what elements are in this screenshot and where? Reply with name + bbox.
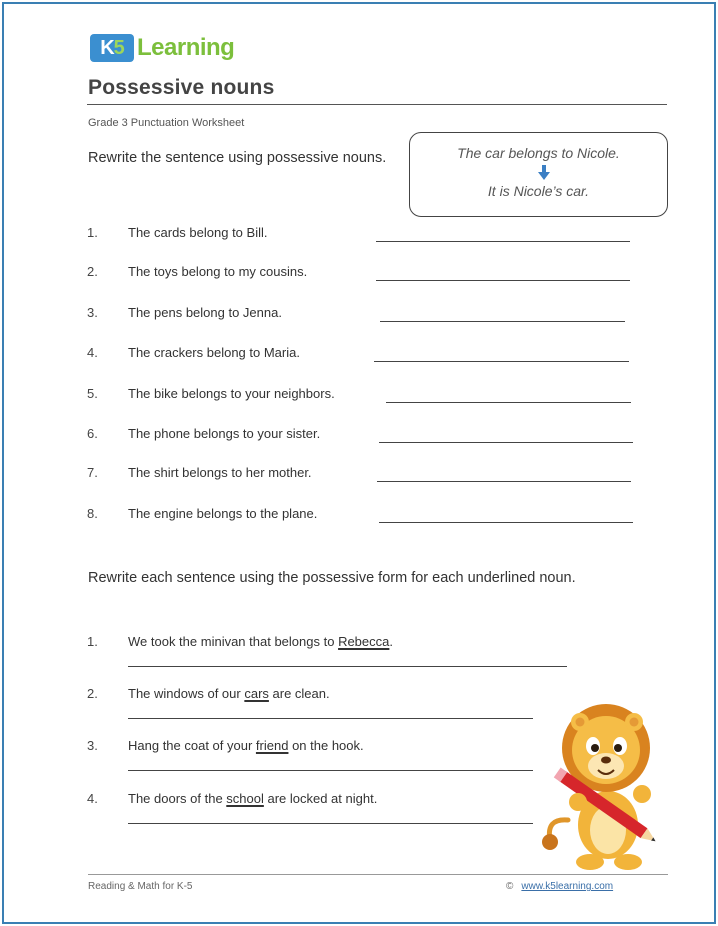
logo-five: 5 xyxy=(113,36,124,59)
question-number: 5. xyxy=(87,386,98,401)
answer-line[interactable] xyxy=(376,241,630,242)
k5-learning-logo xyxy=(90,34,234,62)
arrow-down-icon xyxy=(538,165,550,181)
sentence-end: are locked at night. xyxy=(263,791,378,806)
question-text: The pens belong to Jenna. xyxy=(128,305,282,320)
answer-line[interactable] xyxy=(374,361,629,362)
sentence-end: on the hook. xyxy=(288,738,364,753)
question-text: The phone belongs to your sister. xyxy=(128,426,321,441)
part1-instruction: Rewrite the sentence using possessive nouns. xyxy=(88,150,387,166)
underlined-noun: Rebecca xyxy=(338,634,390,649)
question-text: The toys belong to my cousins. xyxy=(128,264,308,279)
question-number: 1. xyxy=(87,634,98,649)
sentence-end: are clean. xyxy=(268,686,330,701)
underlined-noun: friend xyxy=(255,738,289,753)
footer-website-link[interactable]: www.k5learning.com xyxy=(521,881,614,892)
answer-line[interactable] xyxy=(128,770,533,771)
sentence-start: The windows of our xyxy=(128,686,245,701)
question-text: The bike belongs to your neighbors. xyxy=(128,386,335,401)
example-line-1: The car belongs to Nicole. xyxy=(457,145,620,161)
answer-line[interactable] xyxy=(380,321,625,322)
part1-question-1 xyxy=(87,225,647,245)
k5-logo-box xyxy=(90,34,134,62)
question-number: 2. xyxy=(87,686,98,701)
question-number: 3. xyxy=(87,738,98,753)
sentence-start: The doors of the xyxy=(128,791,227,806)
question-number: 6. xyxy=(87,426,98,441)
part2-question-1 xyxy=(87,634,647,678)
question-text xyxy=(128,738,364,753)
footer-tagline: Reading & Math for K-5 xyxy=(88,881,193,892)
question-text: The crackers belong to Maria. xyxy=(128,345,300,360)
logo-k: K xyxy=(100,36,114,59)
part1-question-5 xyxy=(87,386,647,406)
part1-question-2 xyxy=(87,264,647,284)
underlined-noun: cars xyxy=(244,686,269,701)
question-text xyxy=(128,686,330,701)
sentence-start: We took the minivan that belongs to xyxy=(128,634,339,649)
answer-line[interactable] xyxy=(128,666,567,667)
lion-mascot-illustration xyxy=(538,690,678,874)
question-text: The engine belongs to the plane. xyxy=(128,506,318,521)
question-number: 4. xyxy=(87,791,98,806)
logo-word: Learning xyxy=(137,34,235,61)
copyright-symbol: © xyxy=(506,881,514,892)
question-text: The shirt belongs to her mother. xyxy=(128,465,312,480)
part1-question-4 xyxy=(87,345,647,365)
part1-question-8 xyxy=(87,506,647,526)
question-number: 3. xyxy=(87,305,98,320)
question-text xyxy=(128,791,377,806)
underlined-noun: school xyxy=(226,791,264,806)
question-number: 8. xyxy=(87,506,98,521)
part1-question-7 xyxy=(87,465,647,485)
example-box xyxy=(409,132,668,217)
answer-line[interactable] xyxy=(377,481,631,482)
worksheet-subtitle: Grade 3 Punctuation Worksheet xyxy=(88,117,245,129)
footer-credit xyxy=(506,881,613,892)
answer-line[interactable] xyxy=(379,442,633,443)
answer-line[interactable] xyxy=(128,718,533,719)
question-number: 7. xyxy=(87,465,98,480)
question-text: The cards belong to Bill. xyxy=(128,225,268,240)
answer-line[interactable] xyxy=(128,823,533,824)
part1-question-6 xyxy=(87,426,647,446)
part1-question-3 xyxy=(87,305,647,325)
title-divider xyxy=(87,104,667,105)
question-number: 4. xyxy=(87,345,98,360)
question-number: 2. xyxy=(87,264,98,279)
sentence-end: . xyxy=(389,634,393,649)
question-text xyxy=(128,634,393,649)
example-line-2: It is Nicole’s car. xyxy=(487,183,590,199)
page-title: Possessive nouns xyxy=(88,76,275,99)
answer-line[interactable] xyxy=(376,280,630,281)
question-number: 1. xyxy=(87,225,98,240)
part2-instruction: Rewrite each sentence using the possessive form for each underlined noun. xyxy=(88,570,576,586)
answer-line[interactable] xyxy=(379,522,633,523)
answer-line[interactable] xyxy=(386,402,631,403)
footer-divider xyxy=(88,874,668,875)
sentence-start: Hang the coat of your xyxy=(128,738,256,753)
